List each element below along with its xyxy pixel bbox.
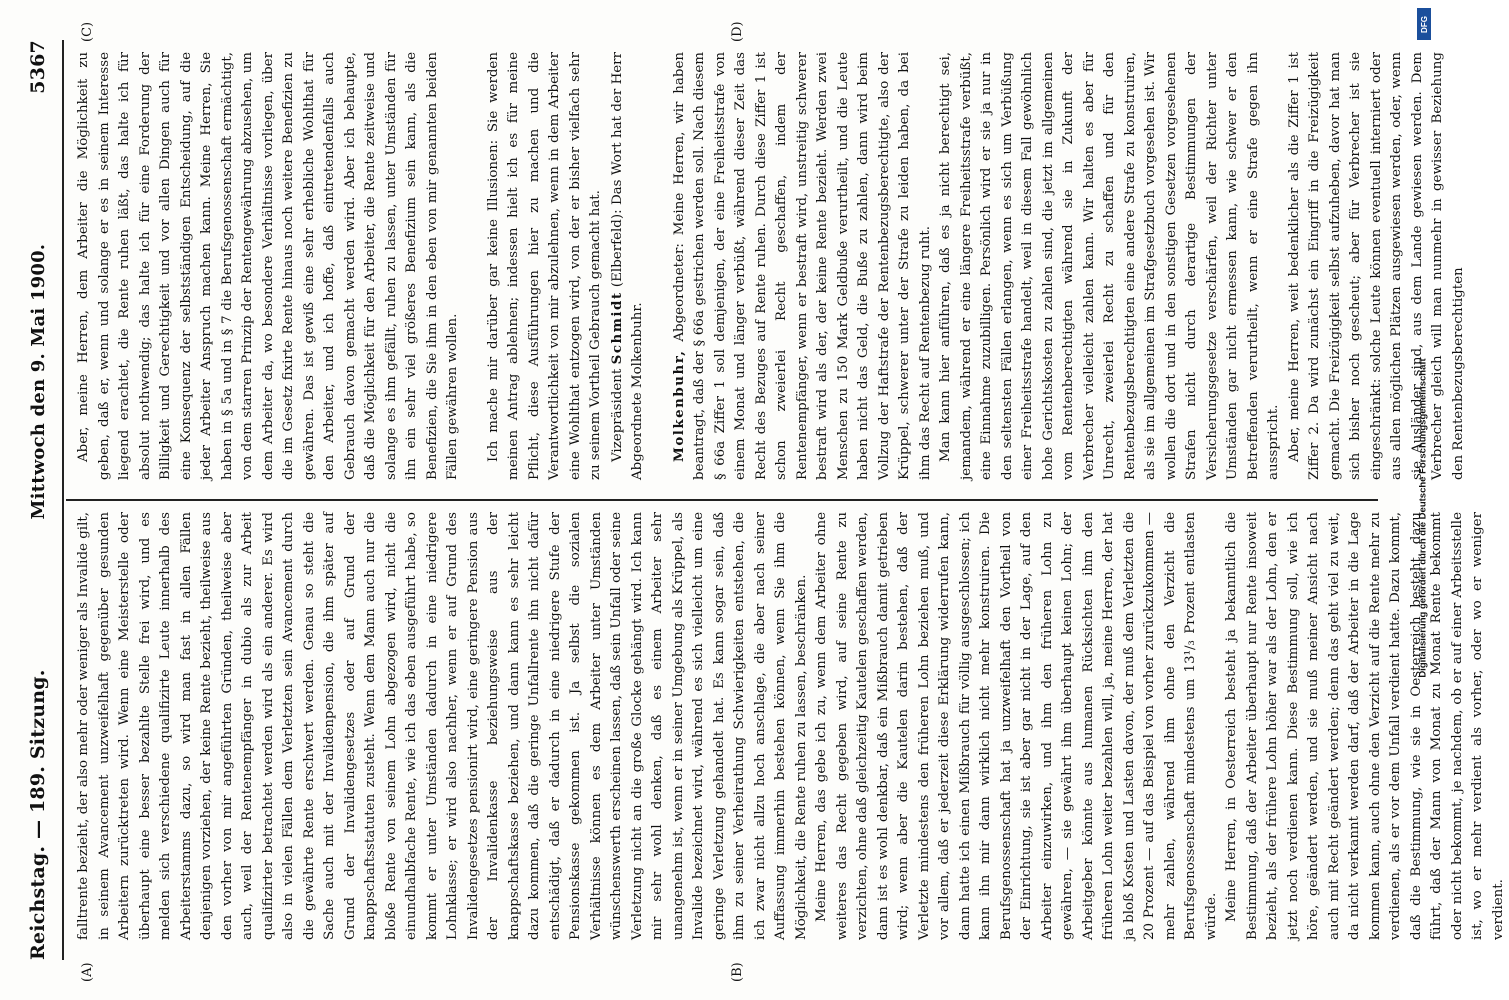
paragraph: Aber, meine Herren, weit bedenklicher als die Ziffer 1 ist Ziffer 2. Da wird zunächst ein Eingriff in die Freizügigkeit gemacht. Die Freizügigkeit selbst aufzuheben, davor hat man sich bisher noch gescheut; aber für Verbrecher ist sie eingeschränkt: solche Leute können eventuell interniert oder aus allen möglichen Plätzen ausgewiesen werden, oder, wenn sie Ausländer sind, aus dem Lande gewiesen werden. Dem Verbrecher gleich will man nunmehr in gewisser Beziehung den Rentenbezugsberechtigten	[1286, 52, 1466, 480]
speaker-name: Schmidt	[608, 291, 625, 365]
speaker-paragraph	[669, 52, 937, 480]
paragraph: Aber, meine Herren, dem Arbeiter die Möglichkeit zu geben, daß er, wenn und solange er es in seinem Interesse liegend erachtet, die Rente ruhen läßt, das halte ich für absolut nothwendig; das halte ich für eine Forderung der Billigkeit und Gerechtigkeit und vor allen Dingen auch für eine Konsequenz der selbstständigen Entscheidung, auf die jeder Arbeiter Anspruch machen kann. Meine Herren, Sie haben in § 5a und in § 7 die Berufsgenossenschaft ermächtigt, von dem starren Prinzip der Rentengewährung abzusehen, um dem Arbeiter da, wo besondere Verhältnisse vorliegen, über die im Gesetz fixirte Rente hinaus noch weitere Benefizien zu gewähren. Das ist gewiß eine sehr erhebliche Wohlthat für den Arbeiter, und ich hoffe, daß eintretendenfalls auch Gebrauch davon gemacht werden wird. Aber ich behaupte, daß die Möglichkeit für den Arbeiter, die Rente zeitweise und solange es ihm gefällt, ruhen zu lassen, unter Umständen für ihn ein sehr viel größeres Benefizium sein kann, als die Benefizien, die Sie ihm in den eben von mir genannten beiden Fällen gewähren wollen.	[76, 52, 460, 480]
header-date: Mittwoch den 9. Mai 1900.	[27, 243, 49, 520]
paragraph: Ich mache mir darüber gar keine Illusionen: Sie werden meinen Antrag ablehnen; indessen hielt ich es für meine Pflicht, diese Ausführungen hier zu machen und die Verantwortlichkeit von mir abzulehnen, wenn in dem Arbeiter eine Wohlthat entzogen wird, von der er bisher vielfach sehr zu seinem Vortheil Gebrauch gemacht hat.	[485, 52, 603, 480]
margin-marker-a: (A)	[80, 962, 95, 982]
right-column	[74, 52, 1466, 480]
speaker-text: (Elberfeld): Das Wort hat der Herr Abgeordnete Molkenbuhr.	[609, 52, 645, 480]
margin-marker-d: (D)	[730, 21, 745, 42]
page-header	[18, 40, 58, 960]
margin-marker-c: (C)	[80, 21, 95, 42]
speaker-name: Molkenbuhr,	[670, 349, 687, 462]
paragraph: Meine Herren, das gebe ich zu, wenn dem Arbeiter ohne weiteres das Recht gegeben wird, auf seine Rente zu verzichten, ohne daß gleichzeitig Kautelen geschaffen werden, dann ist es wohl denkbar, daß ein Mißbrauch damit getrieben wird; wenn aber die Kautelen darin bestehen, daß der Verletzte mindestens den früheren Lohn beziehen muß, und vor allem, daß er jederzeit diese Erklärung widerrufen kann, dann hatte ich einen Mißbrauch für völlig ausgeschlossen; ich kann ihn mir dann wirklich nicht mehr konstruiren. Die Berufsgenossenschaft hat ja unzweifelhaft den Vortheil von der Einrichtung, sie ist aber gar nicht in der Lage, auf den Arbeiter einzuwirken, und ihm den früheren Lohn zu gewähren, — sie gewährt ihm überhaupt keinen Lohn; der Arbeitgeber könnte aus humanen Rücksichten ihm den früheren Lohn weiter bezahlen will, ja, meine Herren, der hat ja bloß Kosten und Lasten davon, der muß dem Verletzten die 20 Prozent — auf das Beispiel von vorher zurückzukommen — mehr zahlen, während ihm ohne den Verzicht die Berufsgenossenschaft mindestens um 13¹/₃ Prozent entlasten würde.	[814, 512, 1219, 940]
speaker-text: Abgeordneter: Meine Herren, wir haben beantragt, daß der § 66a gestrichen werden soll. Nach diesem § 66a Ziffer 1 soll demjenigen, der eine Freiheitsstrafe von einem Monat und länger verbüßt, während dieser Zeit das Recht des Bezuges auf Rente ruhen. Durch diese Ziffer 1 ist schon zweierlei Recht geschaffen, indem der Rentenempfänger, wenn er bestraft wird, unstreitig schwerer bestraft wird als der, der keine Rente bezieht. Werden zwei Menschen zu 150 Mark Geldbuße verurtheilt, und die Leute haben nicht das Geld, die Buße zu zahlen, dann wird beim Vollzug der Haftstrafe der Rentenbezugsberechtigte, also der Krüppel, schwerer unter der Strafe zu leiden haben, da bei ihm das Recht auf Rentenbezug ruht.	[671, 52, 933, 480]
dfg-logo-text: DFG	[1419, 15, 1429, 33]
speaker-paragraph	[607, 52, 649, 480]
column-divider	[66, 499, 1378, 501]
dfg-logo	[1417, 8, 1431, 40]
header-session: Reichstag. — 189. Sitzung.	[27, 669, 49, 960]
credit-text: Digitalisierung gefördert durch die Deutsche Forschungsgemeinschaft	[1417, 358, 1429, 678]
speaker-title: Vizepräsident	[609, 364, 625, 462]
page-number: 5367	[27, 40, 49, 94]
paragraph: falltrente bezieht, der also mehr oder weniger als Invalide gilt, in seinem Avancement unzweifelhaft gegenüber gesunden Arbeitern zurücktreten wird. Wenn eine Meisterstelle oder überhaupt eine besser bezahlte Stelle frei wird, und es melden sich verschiedene qualifizirte Leute innerhalb des Arbeiterstamms dazu, so wird man fast in allen Fällen denjenigen vorziehen, der keine Rente bezieht, theilweise aus den vorher von mir angeführten Gründen, theilweise aber auch, weil der Rentenempfänger in dubio als zur Arbeit qualifizirter betrachtet werden wird als ein anderer. Es wird also in vielen Fällen dem Verletzten sein Avancement durch die gewährte Rente erschwert werden. Genau so steht die Sache auch mit der Invalidenpension, die ihm später auf Grund der Invalidengesetzes oder auf Grund der knappschaftsstatuten zusteht. Wenn dem Mann auch nur die bloße Rente von seinem Lohn abgezogen wird, nicht die einundhalbfache Rente, wie ich das eben ausgeführt habe, so kommt er unter Umständen dadurch in eine niedrigere Lohnklasse; er wird also nachher, wenn er auf Grund des Invalidengesetzes pensionirt wird, eine geringere Pension aus der Invalidenkasse beziehungsweise aus der knappschaftskasse beziehen, und dann kann es sehr leicht dazu kommen, daß die geringe Unfallrente ihn nicht dafür entschädigt, daß er dadurch in eine niedrigere Stufe der Pensionskasse gekommen ist. Ja selbst die sozialen Verhältnisse können es dem Arbeiter unter Umständen wünschenswerth erscheinen lassen, daß sein Unfall oder seine Verletzung nicht an die große Glocke gehängt wird. Ich kann mir sehr wohl denken, daß es einem Arbeiter sehr unangenehm ist, wenn er in seiner Umgebung als Krüppel, als Invalide bezeichnet wird, während es sich vielleicht um eine geringe Verletzung gehandelt hat. Es kann sogar sein, daß ihm zu seiner Verheirathung Schwierigkeiten entstehen, die ich zwar nicht allzu hoch anschlage, die aber nach seiner Auffassung immerhin bestehen können, wenn Sie ihm die Möglichkeit, die Rente ruhen zu lassen, beschränken.	[76, 512, 809, 940]
digitization-credit	[1414, 44, 1432, 992]
header-rule	[62, 40, 64, 960]
paragraph: Man kann hier anführen, daß es ja nicht berechtigt sei, jemandem, während er eine längere Freiheitsstrafe verbüßt, eine Einnahme zuzubilligen. Persönlich wird er sie ja nur in den seltensten Fällen erlangen, wenn es sich um Verbüßung einer Freiheitsstrafe handelt, weil in diesem Fall gewöhnlich hohe Gerichtskosten zu zahlen sind, die jetzt im allgemeinen vom Rentenberechtigten während sie in Zukunft der Verbrecher vielleicht zahlen kann. Wir halten es aber für Unrecht, zweierlei Recht zu schaffen und für den Rentenbezugsberechtigten eine andere Strafe zu konstruiren, als sie im allgemeinen im Strafgesetzbuch vorgesehen ist. Wir wollen die dort und in den sonstigen Gesetzen vorgesehenen Strafen nicht durch derartige Bestimmungen der Versicherungsgesetze verschärfen, weil der Richter unter Umständen gar nicht ermessen kann, wie schwer er den Betreffenden verurtheilt, wenn er eine Strafe gegen ihn ausspricht.	[938, 52, 1281, 480]
paragraph: Meine Herren, in Oesterreich besteht ja bekanntlich die Bestimmung, daß der Arbeiter überhaupt nur Rente insoweit bezieht, als der frühere Lohn höher war als der Lohn, den er jetzt noch verdienen kann. Diese Bestimmung soll, wie ich höre, geändert werden, und sie muß meiner Ansicht nach auch mit Recht geändert werden; denn das geht viel zu weit, da nicht verkannt werden darf, daß der Arbeiter in die Lage kommen kann, auch ohne den Verzicht auf die Rente mehr zu verdienen, als er vor dem Unfall verdient hatte. Dazu kommt, daß die Bestimmung, wie sie in Oesterreich besteht, dazu führt, daß der Mann von Monat zu Monat Rente bekommt oder nicht bekommt, je nachdem, ob er auf einer Arbeitsstelle ist, wo er mehr verdient als vorher, oder wo er weniger verdient.	[1224, 512, 1506, 940]
margin-marker-b: (B)	[730, 962, 745, 982]
